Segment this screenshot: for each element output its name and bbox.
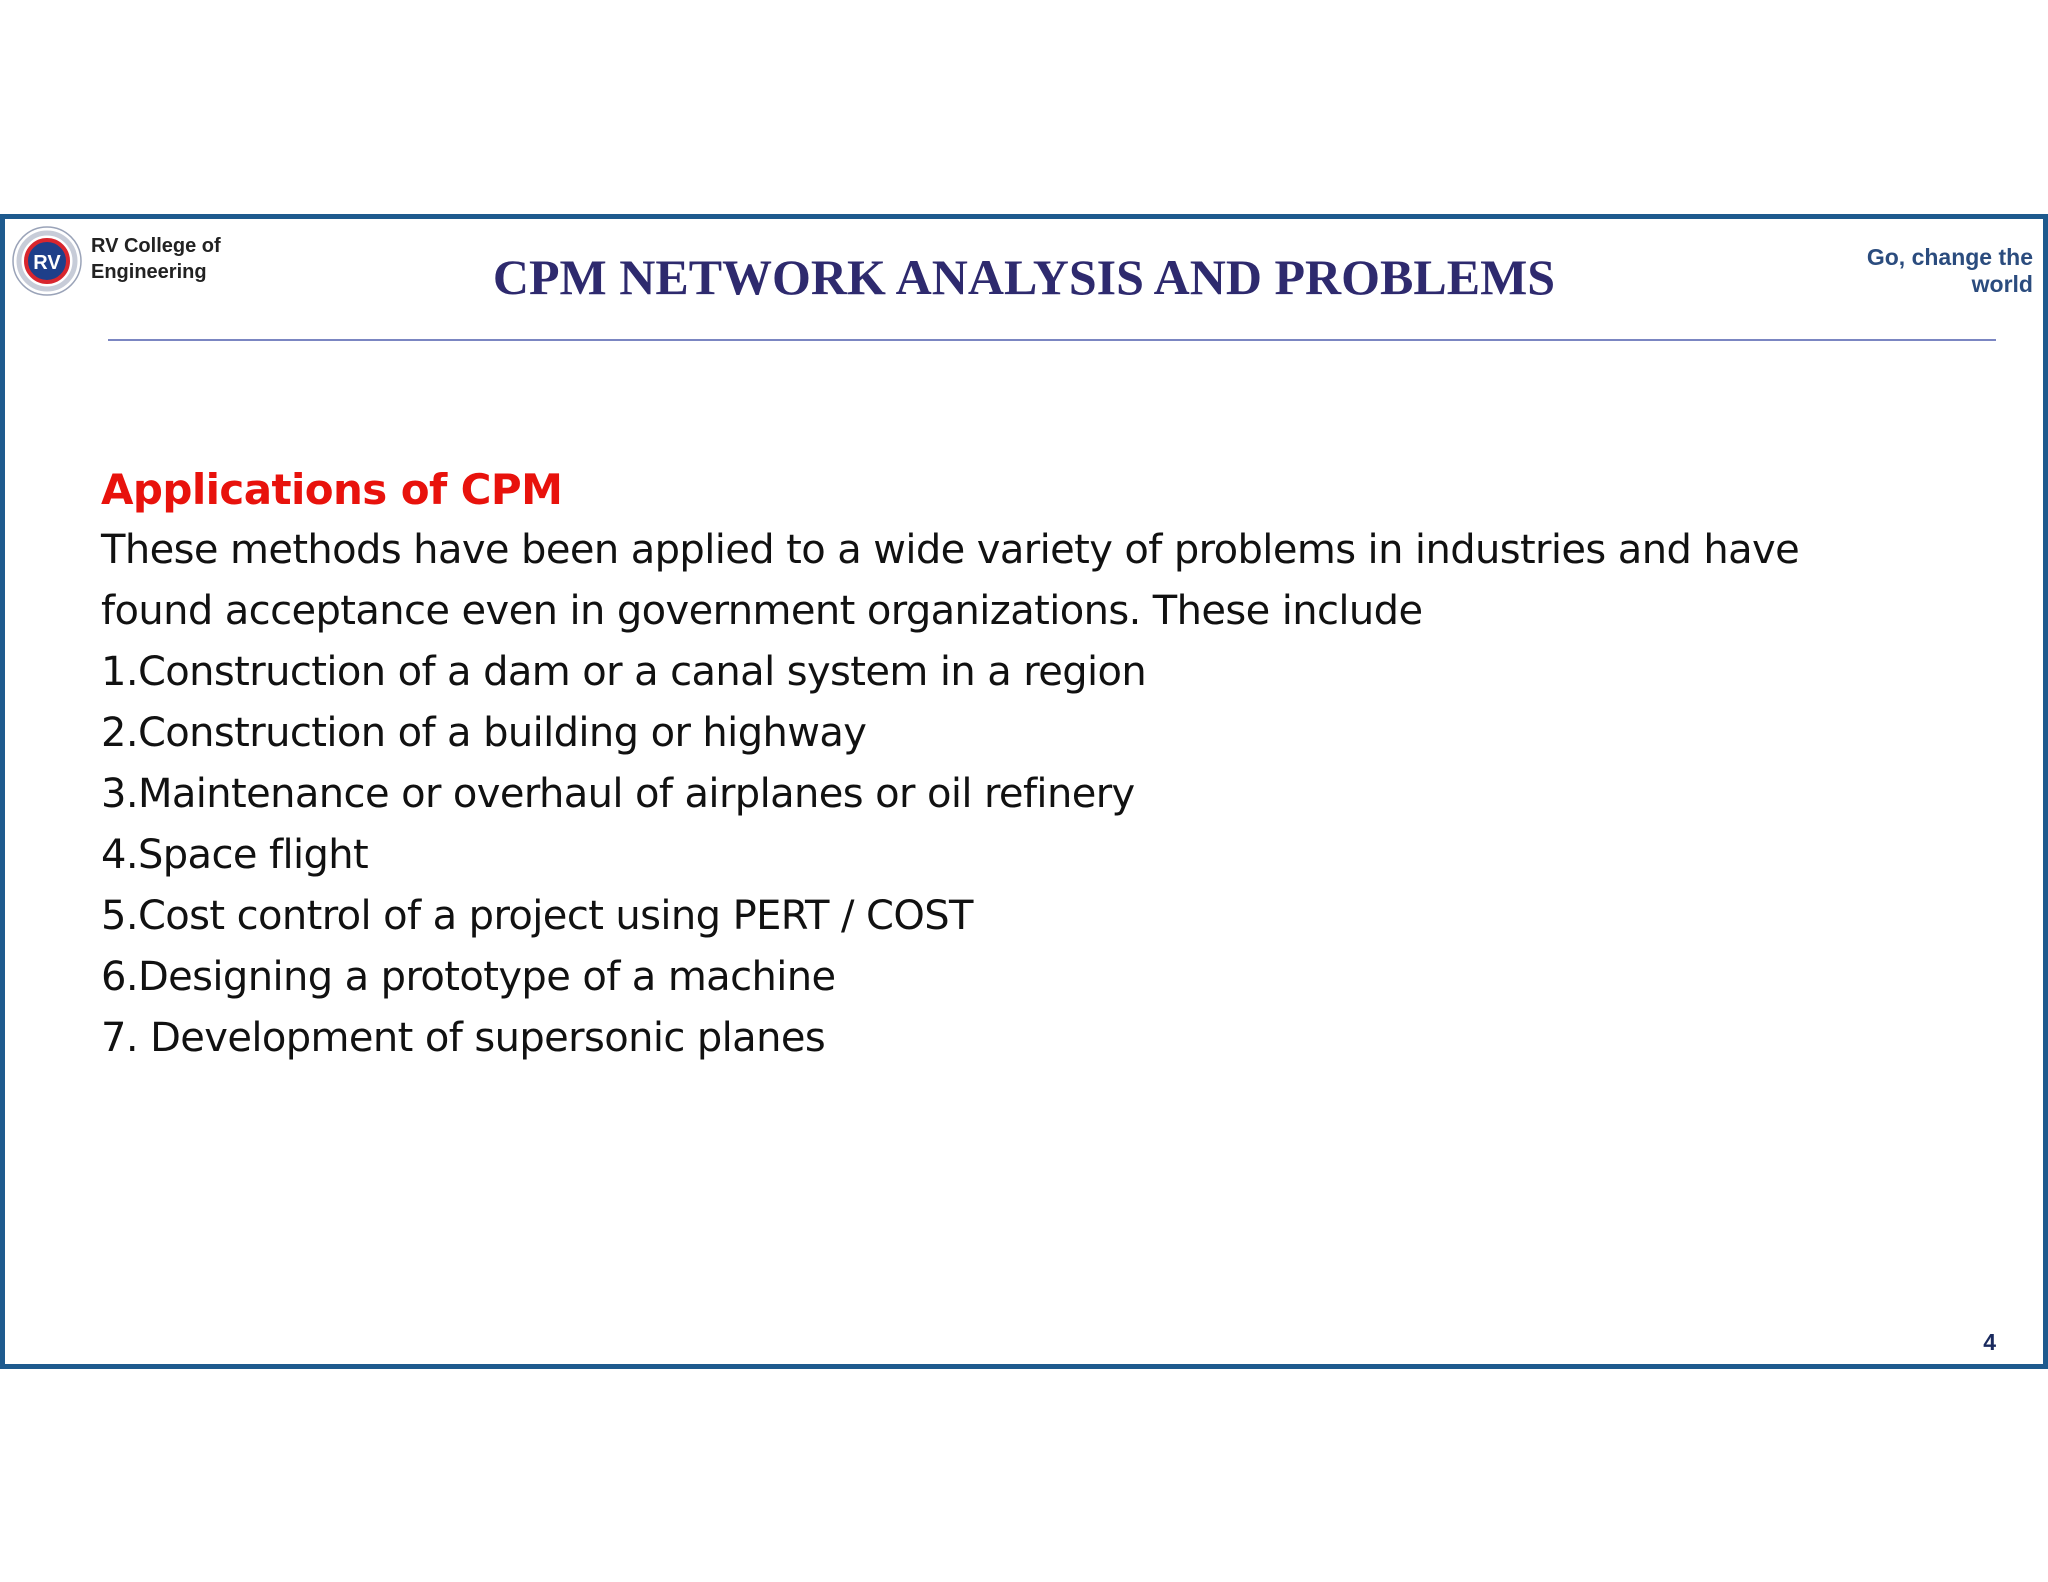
tagline-line1: Go, change the (1866, 244, 2033, 270)
college-name-line2: Engineering (91, 261, 207, 283)
list-item: 5.Cost control of a project using PERT / COST (101, 893, 973, 939)
slide-content (101, 459, 1951, 1069)
section-heading: Applications of CPM (101, 465, 563, 514)
list-item: 2.Construction of a building or highway (101, 710, 867, 756)
list-item: 3.Maintenance or overhaul of airplanes or oil refinery (101, 771, 1135, 817)
intro-line-1: These methods have been applied to a wide variety of problems in industries and have (101, 527, 1800, 573)
svg-text:RV: RV (33, 252, 61, 274)
list-item: 4.Space flight (101, 832, 369, 878)
intro-line-2: found acceptance even in government organizations. These include (101, 588, 1423, 634)
page-number: 4 (1983, 1329, 1996, 1355)
header-divider (108, 339, 1996, 341)
tagline (1867, 244, 2033, 298)
slide-title: CPM NETWORK ANALYSIS AND PROBLEMS (492, 249, 1556, 305)
list-item: 6.Designing a prototype of a machine (101, 954, 836, 1000)
college-name-line1: RV College of (91, 235, 221, 257)
list-item: 1.Construction of a dam or a canal system in a region (101, 649, 1147, 695)
slide (0, 214, 2048, 1369)
tagline-line2: world (1971, 271, 2033, 297)
list-item: 7. Development of supersonic planes (101, 1015, 826, 1061)
